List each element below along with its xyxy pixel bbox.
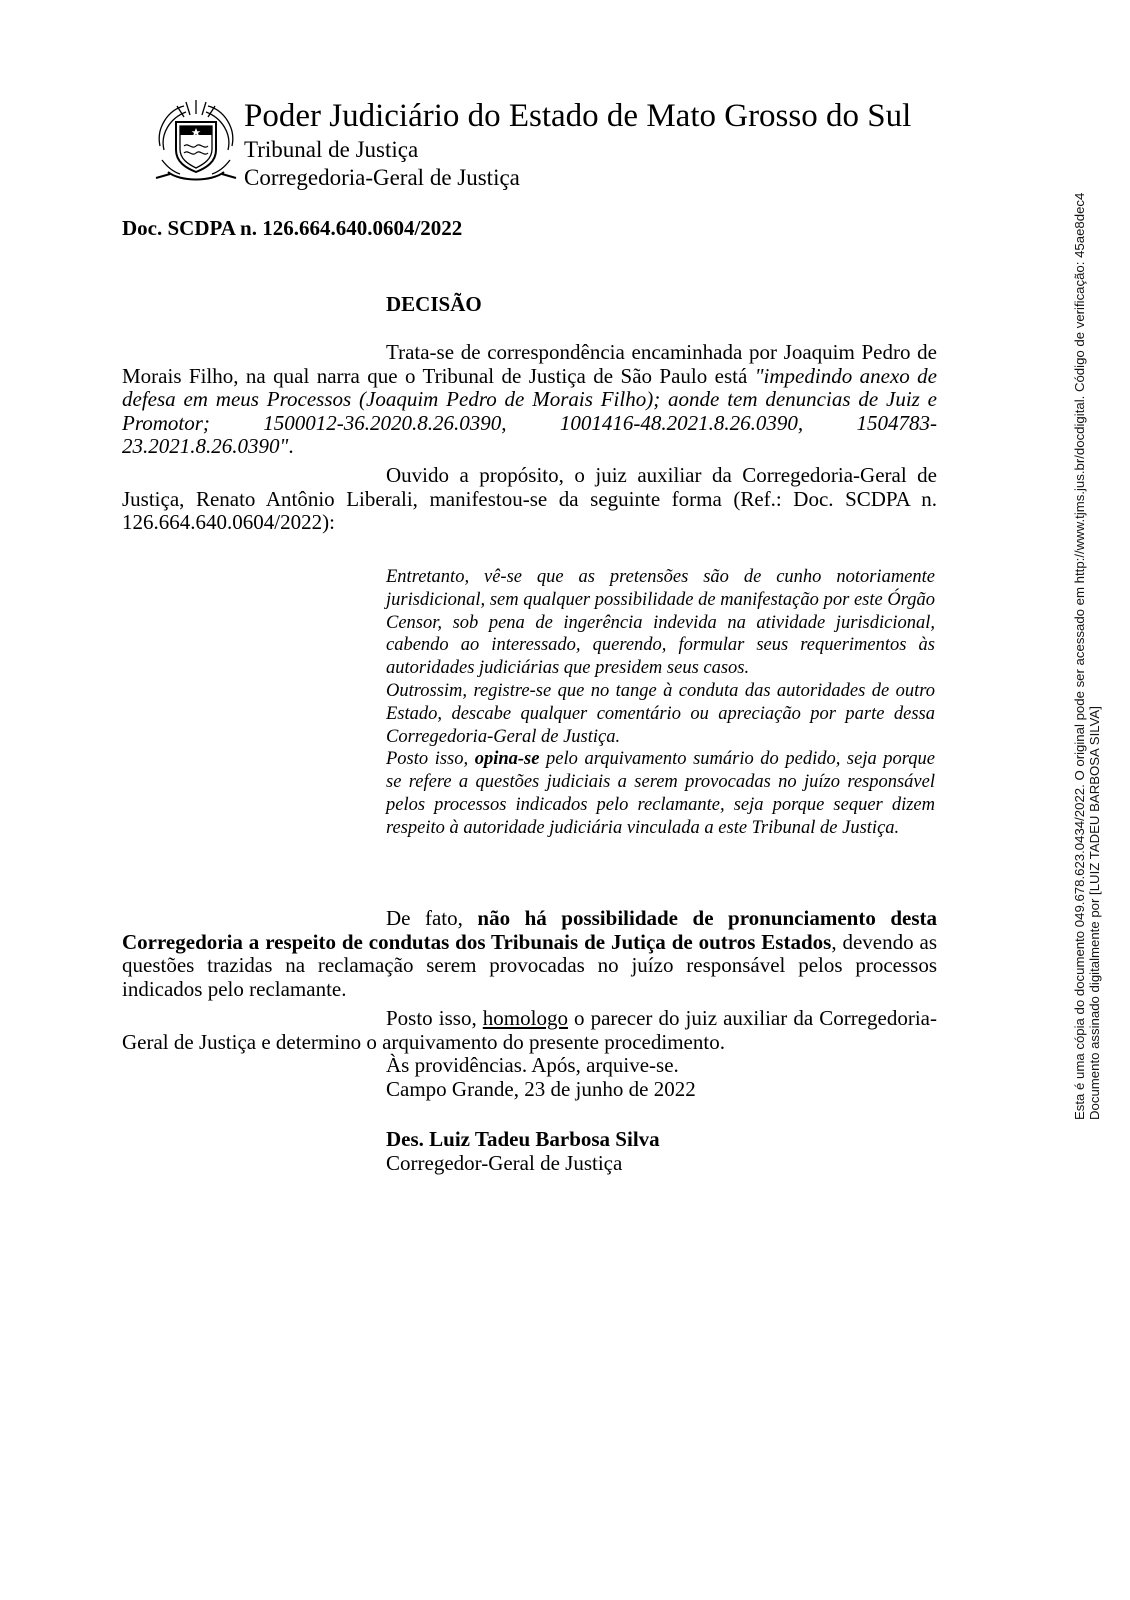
paragraph-2-text: Ouvido a propósito, o juiz auxiliar da Corregedoria-Geral de Justiça, Renato Antônio Liberali, manifestou-se da seguinte forma (Ref.: Doc. SCDPA n. 126.664.640.0604/2022): (122, 463, 937, 534)
paragraph-4-start: Posto isso, (386, 1006, 483, 1030)
paragraph-3-bold: não há possibilidade de pronunciamento desta Corregedoria a respeito de condutas dos Tribunais de Jutiça de outros Estados (122, 906, 937, 954)
quoted-opinion (386, 566, 935, 840)
quote-3-start: Posto isso, (386, 749, 475, 770)
closing-line: Às providências. Após, arquive-se. (386, 1053, 679, 1077)
quote-paragraph-2: Outrossim, registre-se que no tange à conduta das autoridades de outro Estado, descabe qualquer comentário ou apreciação por parte dessa Corregedoria-Geral de Justiça. (386, 680, 935, 747)
signatory-name: Des. Luiz Tadeu Barbosa Silva (386, 1127, 660, 1151)
paragraph-4-end: o parecer do juiz auxiliar da Corregedoria-Geral de Justiça e determino o arquivamento do presente procedimento. (122, 1006, 937, 1054)
state-coat-of-arms-icon (150, 98, 242, 188)
verification-line-2: Documento assinado digitalmente por [LUIZ TADEU BARBOSA SILVA] (1087, 706, 1102, 1120)
quote-3-bold: opina-se (474, 749, 540, 770)
quote-3-end: pelo arquivamento sumário do pedido, seja porque se refere a questões judiciais a serem provocadas no juízo responsável pelos processos indicados pelo reclamante, seja porque sequer dizem respeito à autoridade judiciária vinculada a este Tribunal de Justiça. (386, 749, 936, 838)
paragraph-1-text: Trata-se de correspondência encaminhada por Joaquim Pedro de Morais Filho, na qual narra que o Tribunal de Justiça de São Paulo está (122, 340, 937, 388)
decision-title: DECISÃO (386, 292, 482, 316)
paragraph-3-start: De fato, (386, 906, 478, 930)
quote-paragraph-3 (386, 748, 935, 839)
paragraph-1 (122, 341, 937, 459)
paragraph-1-end: . (288, 434, 294, 458)
signatory-role: Corregedor-Geral de Justiça (386, 1151, 623, 1175)
paragraph-3 (122, 907, 937, 1001)
place-date: Campo Grande, 23 de junho de 2022 (386, 1077, 696, 1101)
verification-line-1: Esta é uma cópia do documento 049.678.623.0434/2022. O original pode ser acessado em http://www.tjms.jus.br/docdigital. Código de verificação: 45ae8dec4 (1072, 192, 1087, 1120)
paragraph-3-end: , devendo as questões trazidas na reclamação serem provocadas no juízo responsável pelos processos indicados pelo reclamante. (122, 929, 937, 1001)
paragraph-1-quote: "impedindo anexo de defesa em meus Processos (Joaquim Pedro de Morais Filho); aonde tem denuncias de Juiz e Promotor; 1500012-36.2020.8.26.0390, 1001416-48.2021.8.26.0390, 1504783-23.2021.8.26.0390" (122, 363, 937, 458)
paragraph-2 (122, 464, 937, 535)
paragraph-4-underlined: homologo (482, 1006, 568, 1030)
verification-margin-note (1072, 193, 1102, 1120)
quote-paragraph-1: Entretanto, vê-se que as pretensões são de cunho notoriamente jurisdicional, sem qualquer possibilidade de manifestação por este Órgão Censor, sob pena de ingerência indevida na atividade jurisdicional, cabendo ao interessado, querendo, formular seus requerimentos às autoridades judiciárias que presidem seus casos. (386, 567, 935, 679)
court-name: Tribunal de Justiça (244, 137, 419, 162)
paragraph-4 (122, 1007, 937, 1054)
office-name: Corregedoria-Geral de Justiça (244, 165, 520, 190)
institution-name: Poder Judiciário do Estado de Mato Grosso do Sul (244, 98, 912, 134)
document-reference: Doc. SCDPA n. 126.664.640.0604/2022 (122, 216, 463, 240)
